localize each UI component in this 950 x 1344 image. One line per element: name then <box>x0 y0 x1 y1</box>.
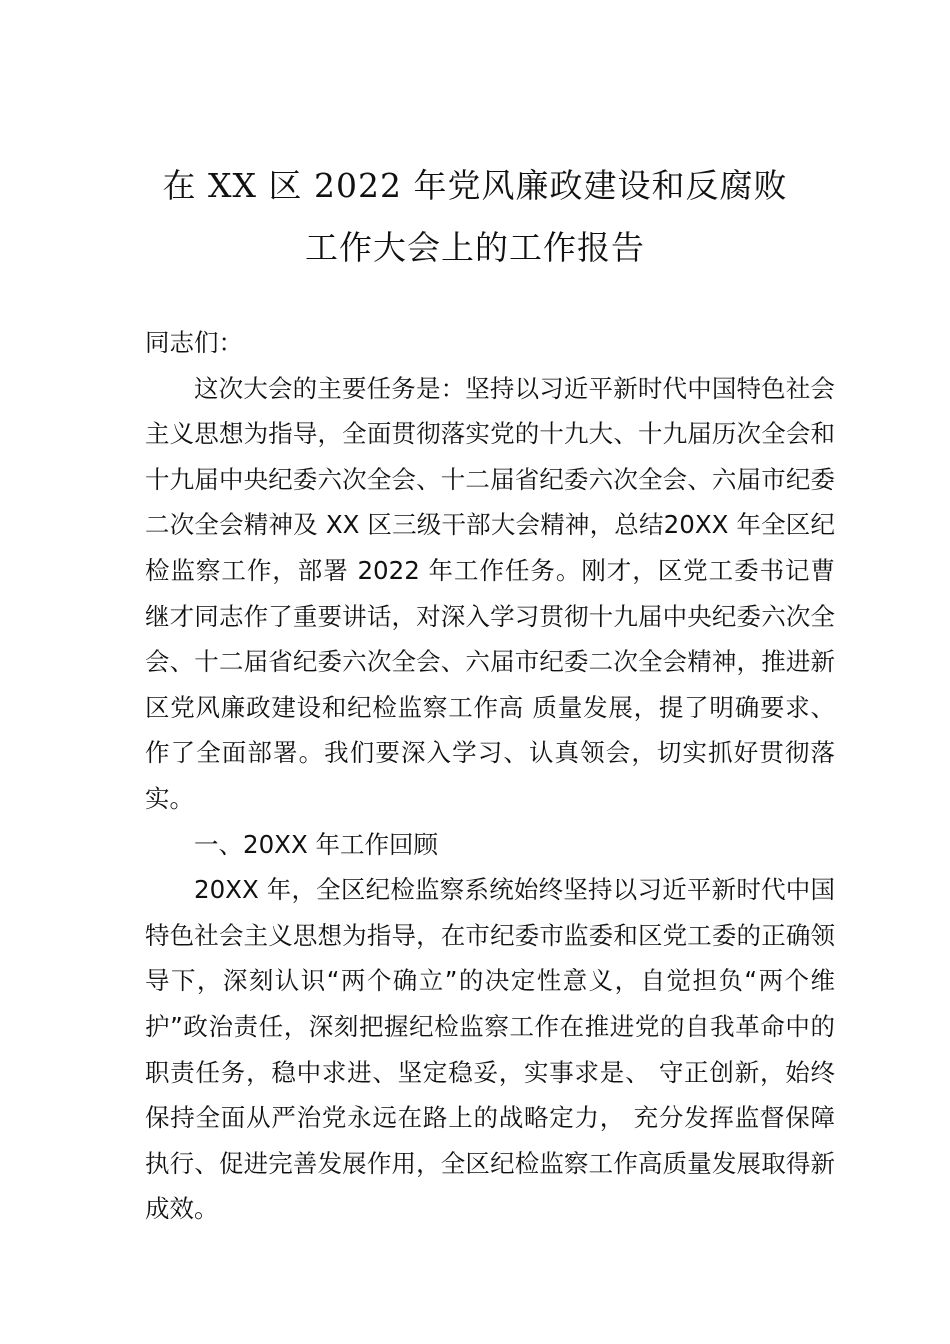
section-heading: 一、20XX 年工作回顾 <box>194 829 439 859</box>
paragraph-review: 20XX 年，全区纪检监察系统始终坚持以习近平新时代中国特色社会主义思想为指导，在市纪委市监委和区党工委的正确领导下，深刻认识“两个确立”的决定性意义，自觉担负“两个维护”政治责任，深刻把握纪检监察工作在推进党的自我革命中的职责任务，稳中求进、坚定稳妥，实事求是、 守正创新，始终保持全面从严治党永远在路上的战略定力， 充分发挥监督保障执行、促进完善发展作用，全区纪检监察工作高质量发展取得新成效。 <box>145 875 835 1224</box>
document-body <box>145 320 835 1232</box>
document-title-line-1: 在 XX 区 2022 年党风廉政建设和反腐败 <box>162 166 788 205</box>
salutation: 同志们： <box>145 328 243 357</box>
document-title-line-2: 工作大会上的工作报告 <box>305 228 645 267</box>
paragraph-intro: 这次大会的主要任务是：坚持以习近平新时代中国特色社会主义思想为指导，全面贯彻落实党的十九大、十九届历次全会和十九届中央纪委六次全会、十二届省纪委六次全会、六届市纪委二次全会精神及 XX 区三级干部大会精神，总结20XX 年全区纪检监察工作，部署 2022 年工作任务。刚才，区党工委书记曹继才同志作了重要讲话，对深入学习贯彻十九届中央纪委六次全会、十二届省纪委六次全会、六届市纪委二次全会精神，推进新区党风廉政建设和纪检监察工作高 质量发展，提了明确要求、作了全面部署。我们要深入学习、认真领会，切实抓好贯彻落实。 <box>145 373 835 813</box>
